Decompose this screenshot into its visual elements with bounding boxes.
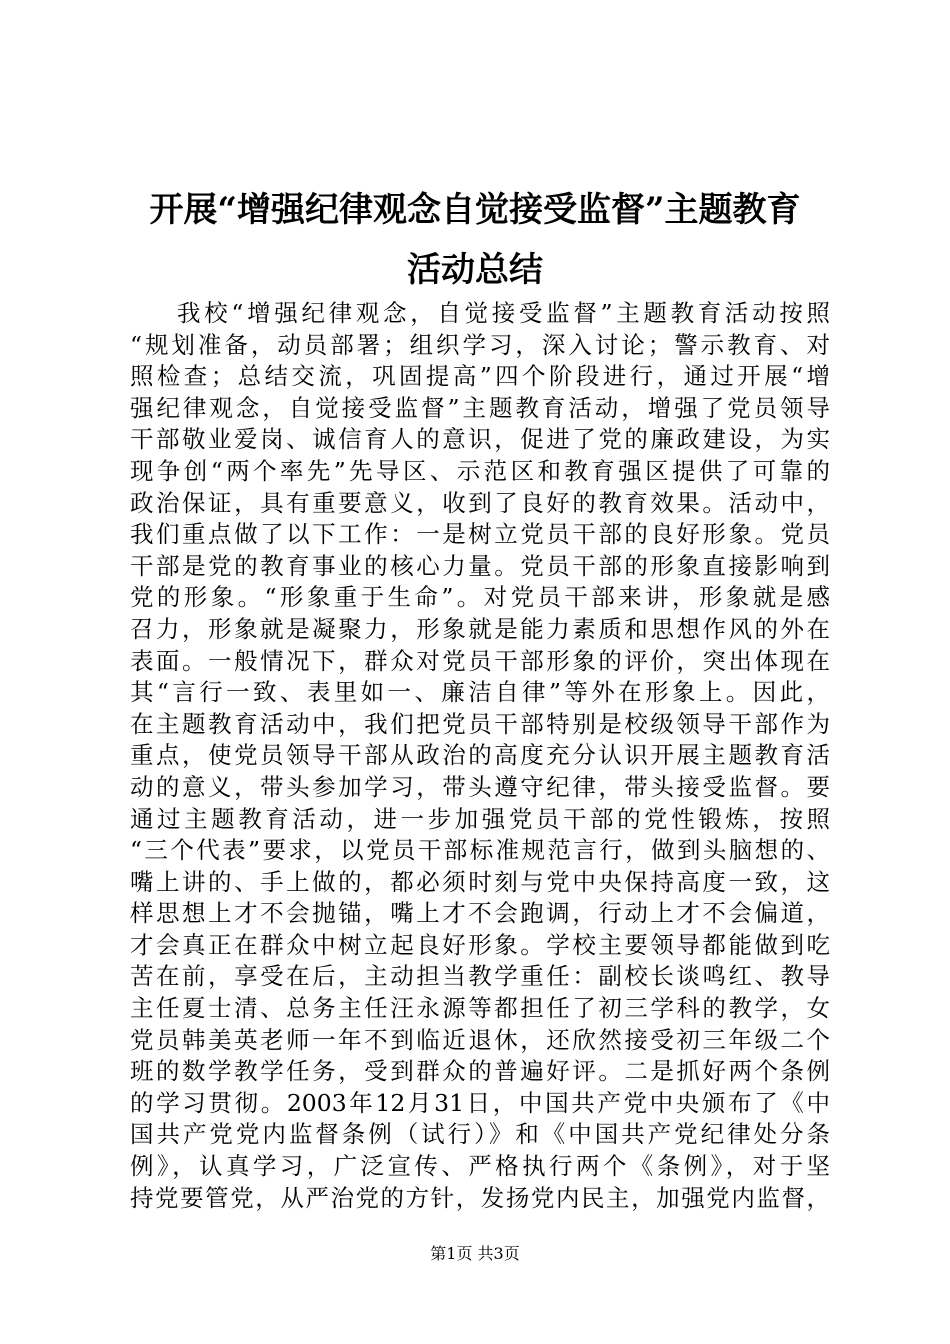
- body-line: 党的形象。“形象重于生命”。对党员干部来讲，形象就是感: [130, 583, 830, 612]
- document-body: [130, 298, 830, 1214]
- body-line: 嘴上讲的、手上做的，都必须时刻与党中央保持高度一致，这: [130, 867, 830, 896]
- document-title-line-1: 开展“增强纪律观念自觉接受监督”主题教育: [149, 190, 801, 230]
- body-line: 干部敬业爱岗、诚信育人的意识，促进了党的廉政建设，为实: [130, 425, 830, 454]
- body-line: 照检查；总结交流，巩固提高”四个阶段进行，通过开展“增: [130, 362, 830, 391]
- body-line: 通过主题教育活动，进一步加强党员干部的党性锻炼，按照: [130, 804, 830, 833]
- body-line: 干部是党的教育事业的核心力量。党员干部的形象直接影响到: [130, 551, 830, 580]
- body-line: 的学习贯彻。2003年12月31日，中国共产党中央颁布了《中: [130, 1088, 830, 1117]
- body-line: 在主题教育活动中，我们把党员干部特别是校级领导干部作为: [130, 709, 830, 738]
- document-title-line-2: 活动总结: [407, 250, 543, 290]
- body-line: 重点，使党员领导干部从政治的高度充分认识开展主题教育活: [130, 741, 830, 770]
- body-line: 例》，认真学习，广泛宣传、严格执行两个《条例》，对于坚: [130, 1152, 830, 1181]
- body-line: 强纪律观念，自觉接受监督”主题教育活动，增强了党员领导: [130, 393, 830, 422]
- body-line: 表面。一般情况下，群众对党员干部形象的评价，突出体现在: [130, 646, 830, 675]
- body-line: “三个代表”要求，以党员干部标准规范言行，做到头脑想的、: [130, 836, 830, 865]
- body-line: 动的意义，带头参加学习，带头遵守纪律，带头接受监督。要: [130, 772, 830, 801]
- body-line: 现争创“两个率先”先导区、示范区和教育强区提供了可靠的: [130, 456, 830, 485]
- body-line: “规划准备，动员部署；组织学习，深入讨论；警示教育、对: [130, 330, 830, 359]
- body-line: 主任夏士清、总务主任汪永源等都担任了初三学科的教学，女: [130, 994, 830, 1023]
- body-line: 党员韩美英老师一年不到临近退休，还欣然接受初三年级二个: [130, 1025, 830, 1054]
- body-line: 我校“增强纪律观念，自觉接受监督”主题教育活动按照: [177, 299, 830, 327]
- body-line: 持党要管党，从严治党的方针，发扬党内民主，加强党内监督，: [130, 1183, 830, 1212]
- body-line: 召力，形象就是凝聚力，形象就是能力素质和思想作风的外在: [130, 614, 830, 643]
- body-line: 苦在前，享受在后，主动担当教学重任：副校长谈鸣红、教导: [130, 962, 830, 991]
- body-line: 样思想上才不会抛锚，嘴上才不会跑调，行动上才不会偏道，: [130, 899, 830, 928]
- body-line: 我们重点做了以下工作：一是树立党员干部的良好形象。党员: [130, 520, 830, 549]
- body-line: 其“言行一致、表里如一、廉洁自律”等外在形象上。因此，: [130, 678, 830, 707]
- body-line: 政治保证，具有重要意义，收到了良好的教育效果。活动中，: [130, 488, 830, 517]
- body-line: 国共产党党内监督条例（试行）》和《中国共产党纪律处分条: [130, 1120, 830, 1149]
- body-line: 才会真正在群众中树立起良好形象。学校主要领导都能做到吃: [130, 930, 830, 959]
- page-number-footer: 第1页 共3页: [430, 1244, 520, 1263]
- body-line: 班的数学教学任务，受到群众的普遍好评。二是抓好两个条例: [130, 1057, 830, 1086]
